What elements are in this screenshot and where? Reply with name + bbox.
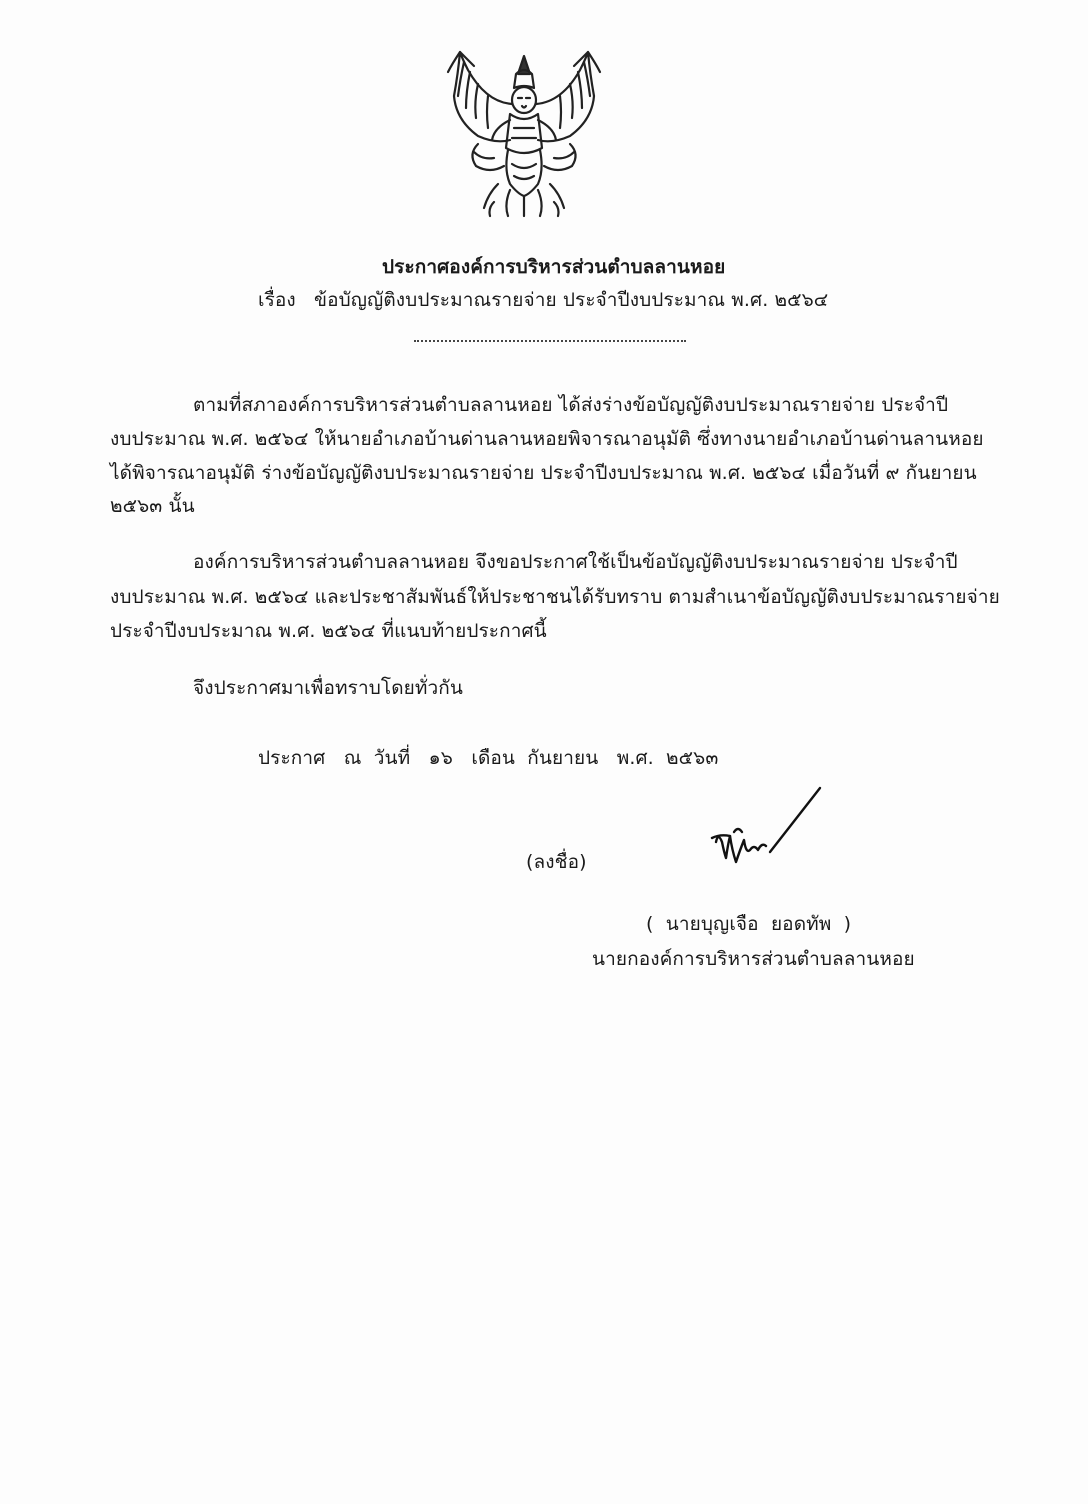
- announcement-title: ประกาศองค์การบริหารส่วนตำบลลานหอย: [382, 256, 726, 278]
- para1-line: ตามที่สภาองค์การบริหารส่วนตำบลลานหอย ได้ส่งร่างข้อบัญญัติงบประมาณรายจ่าย ประจำปี: [193, 394, 949, 416]
- handwritten-signature: [700, 780, 830, 880]
- signed-label: (ลงชื่อ): [526, 851, 587, 873]
- para2-line: องค์การบริหารส่วนตำบลลานหอย จึงขอประกาศใช้เป็นข้อบัญญัติงบประมาณรายจ่าย ประจำปี: [193, 551, 958, 573]
- signatory-position: นายกองค์การบริหารส่วนตำบลลานหอย: [592, 948, 915, 970]
- para1-line: งบประมาณ พ.ศ. ๒๕๖๔ ให้นายอำเภอบ้านด่านลานหอยพิจารณาอนุมัติ ซึ่งทางนายอำเภอบ้านด่านลานหอย: [110, 428, 984, 450]
- para2-line: งบประมาณ พ.ศ. ๒๕๖๔ และประชาสัมพันธ์ให้ประชาชนได้รับทราบ ตามสำเนาข้อบัญญัติงบประมาณรายจ่าย: [110, 586, 1000, 608]
- para1-line: ๒๕๖๓ นั้น: [110, 495, 195, 517]
- para2-line: ประจำปีงบประมาณ พ.ศ. ๒๕๖๔ ที่แนบท้ายประกาศนี้: [110, 620, 547, 642]
- closing-text: จึงประกาศมาเพื่อทราบโดยทั่วกัน: [193, 677, 463, 699]
- signatory-name: ( นายบุญเจือ ยอดทัพ ): [646, 913, 852, 935]
- announcement-date: ประกาศ ณ วันที่ ๑๖ เดือน กันยายน พ.ศ. ๒๕๖๓: [258, 747, 719, 769]
- header-divider: [414, 340, 686, 342]
- subject-label: เรื่อง: [258, 289, 296, 311]
- para1-line: ได้พิจารณาอนุมัติ ร่างข้อบัญญัติงบประมาณรายจ่าย ประจำปีงบประมาณ พ.ศ. ๒๕๖๔ เมื่อวันที่ ๙ กันยายน: [110, 462, 977, 484]
- subject-text: ข้อบัญญัติงบประมาณรายจ่าย ประจำปีงบประมาณ พ.ศ. ๒๕๖๔: [314, 289, 829, 311]
- garuda-emblem-icon: [438, 44, 610, 222]
